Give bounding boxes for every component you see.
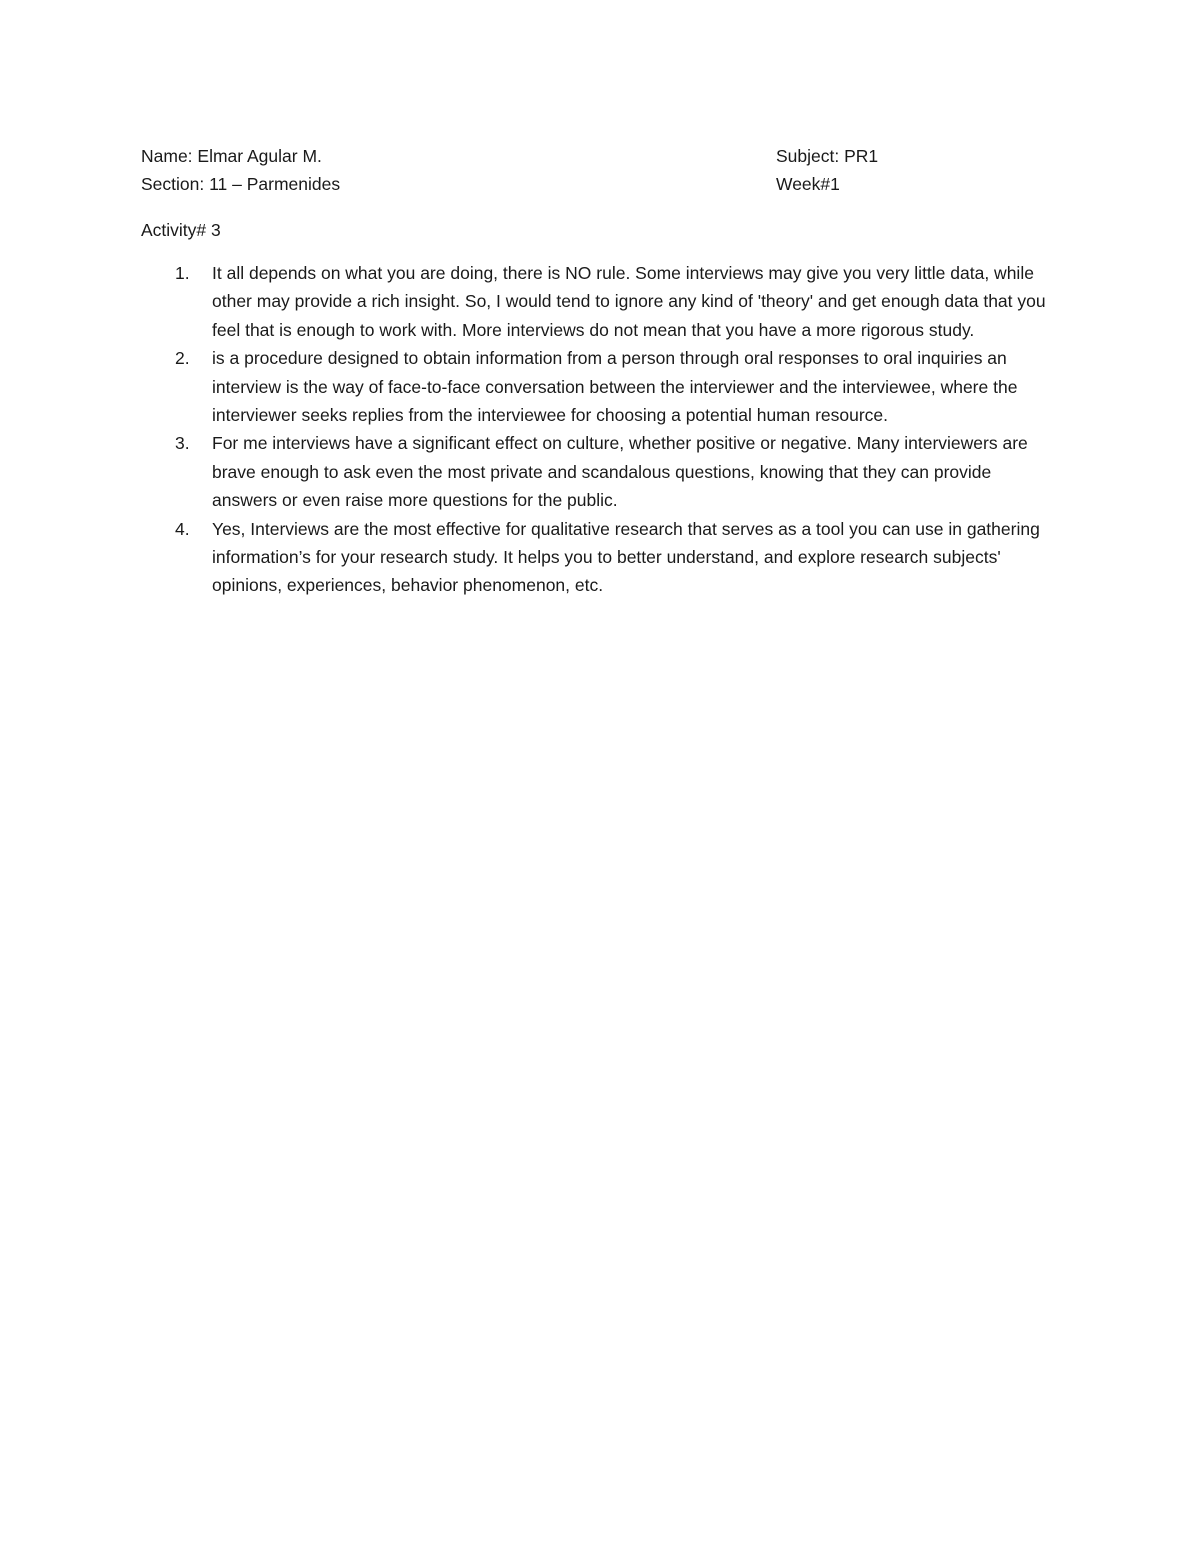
answer-item-4 [141, 515, 1061, 600]
answer-number: 4. [175, 518, 190, 539]
answer-text: is a procedure designed to obtain information from a person through oral responses to oral inquiries an interview is the way of face-to-face conversation between the interviewer and the interviewee, where the interviewer seeks replies from the interviewee for choosing a potential human resource. [212, 348, 1018, 426]
answer-item-2 [141, 344, 1061, 429]
answer-text: Yes, Interviews are the most effective for qualitative research that serves as a tool you can use in gathering information’s for your research study. It helps you to better understand, and explore research subjects' opinions, experiences, behavior phenomenon, etc. [212, 518, 1040, 596]
answer-number: 1. [175, 263, 190, 283]
activity-title: Activity# 3 [141, 220, 221, 240]
answer-number: 3. [175, 433, 190, 454]
student-name: Name: Elmar Agular M. [141, 146, 322, 166]
section-label: Section: 11 – Parmenides [141, 174, 341, 194]
subject-label: Subject: PR1 [776, 146, 879, 166]
answer-text: For me interviews have a significant effect on culture, whether positive or negative. Many interviewers are brave enough to ask even the most private and scandalous questions, knowing that they can provide answers or even raise more questions for the public. [212, 433, 1028, 511]
week-label: Week#1 [776, 174, 840, 194]
answer-text: It all depends on what you are doing, there is NO rule. Some interviews may give you very little data, while other may provide a rich insight. So, I would tend to ignore any kind of 'theory' and get enough data that you feel that is enough to work with. More interviews do not mean that you have a more rigorous study. [212, 263, 1046, 340]
answer-number: 2. [175, 348, 190, 369]
answer-list [141, 259, 1061, 600]
answer-item-1 [141, 259, 1061, 344]
answer-item-3 [141, 429, 1061, 514]
